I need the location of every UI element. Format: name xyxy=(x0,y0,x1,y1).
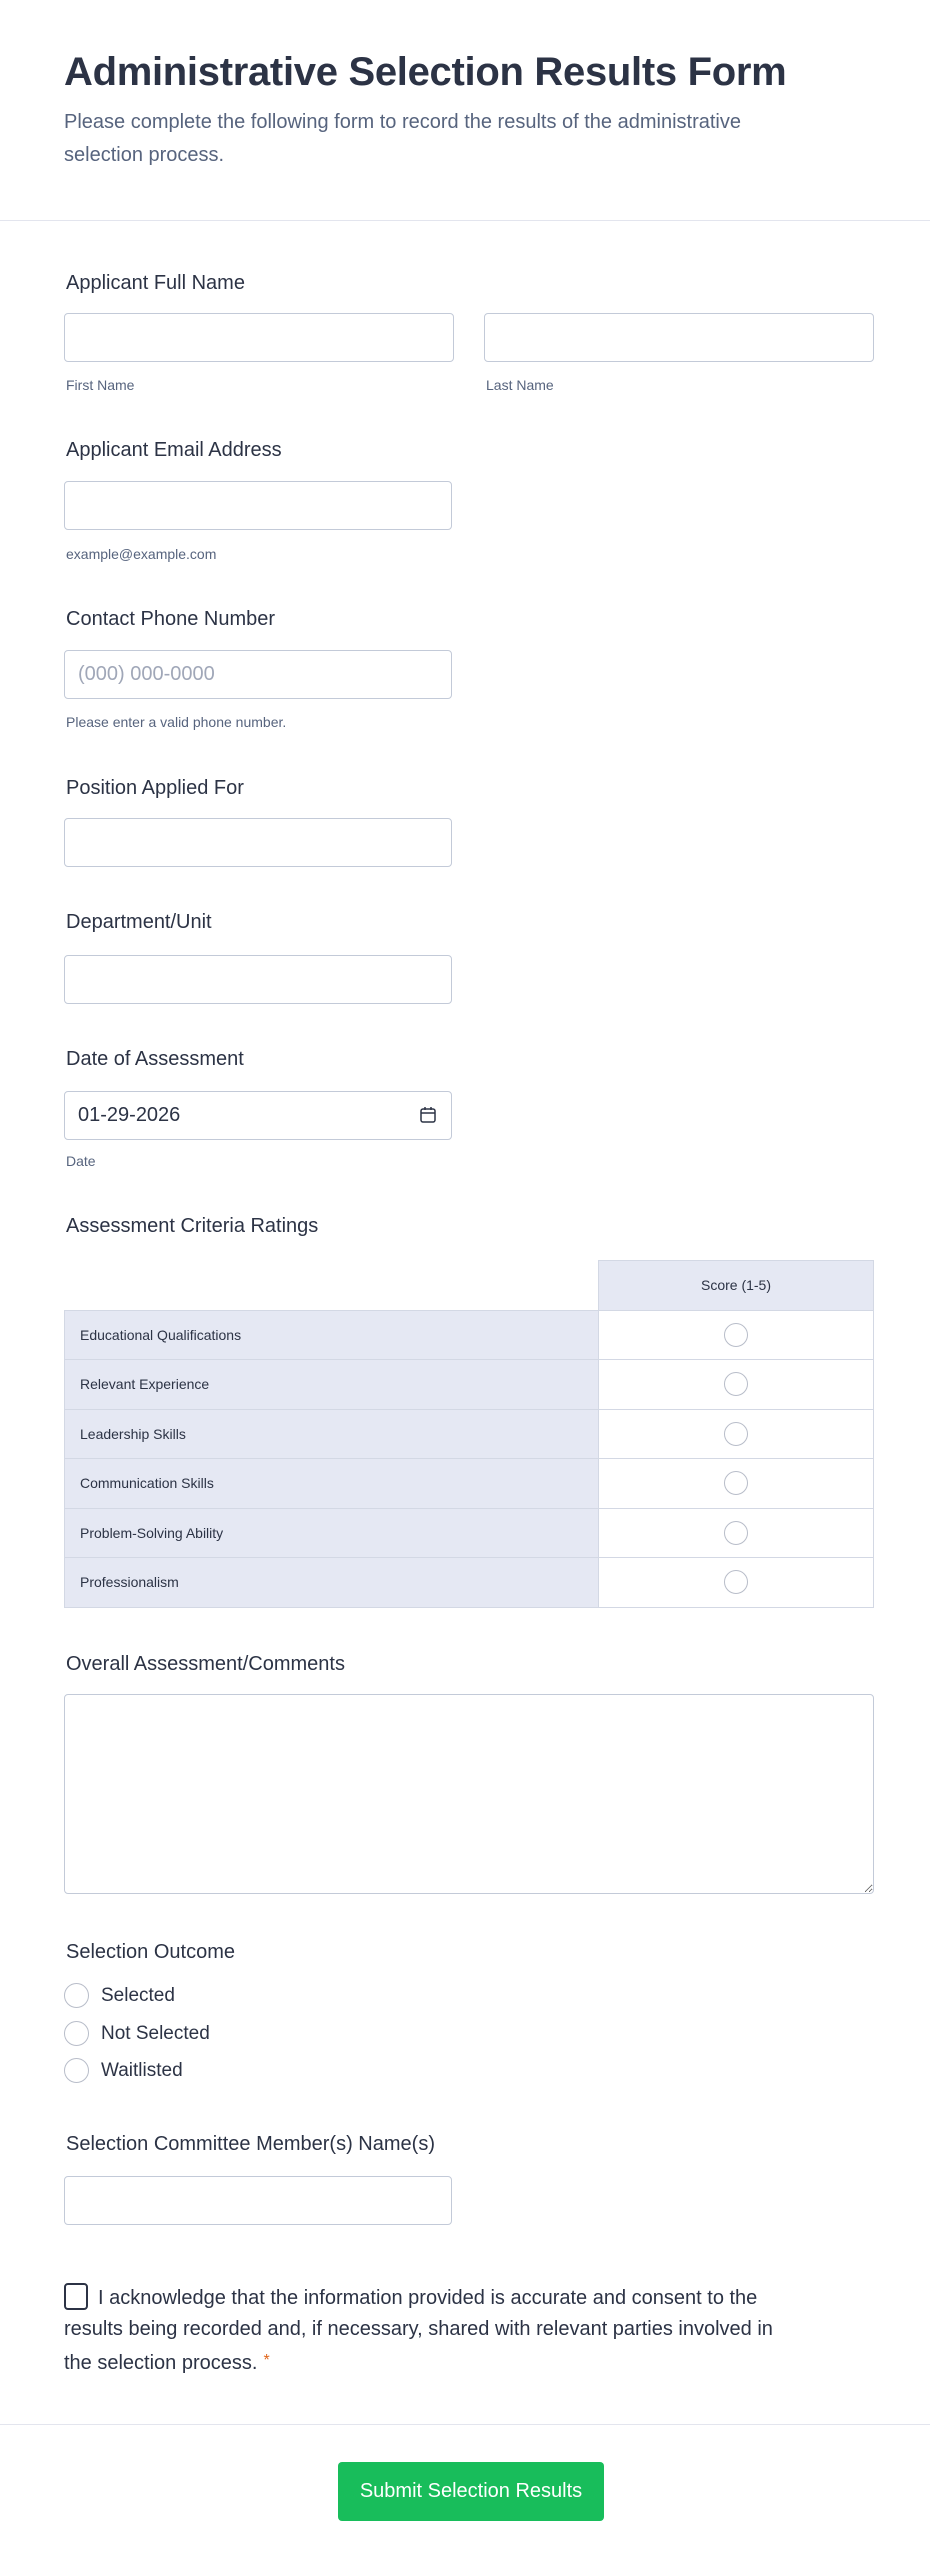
score-radio[interactable] xyxy=(724,1471,748,1495)
score-cell xyxy=(599,1360,874,1410)
matrix-row xyxy=(65,1459,874,1509)
outcome-label: Selection Outcome xyxy=(66,1941,235,1963)
email-label: Applicant Email Address xyxy=(66,439,282,461)
ratings-label: Assessment Criteria Ratings xyxy=(66,1215,319,1237)
matrix-corner xyxy=(65,1261,599,1311)
radio-button[interactable] xyxy=(64,1983,89,2008)
criterion-label: Problem-Solving Ability xyxy=(65,1508,599,1558)
calendar-icon[interactable] xyxy=(419,1106,437,1124)
score-cell xyxy=(599,1558,874,1608)
radio-button[interactable] xyxy=(64,2058,89,2083)
email-input[interactable] xyxy=(64,481,452,530)
department-input[interactable] xyxy=(64,955,452,1004)
option-label: Waitlisted xyxy=(101,2059,183,2081)
matrix-row xyxy=(65,1409,874,1459)
department-label: Department/Unit xyxy=(66,911,212,933)
page-title: Administrative Selection Results Form xyxy=(64,50,787,94)
date-label: Date of Assessment xyxy=(66,1048,244,1070)
matrix-row xyxy=(65,1508,874,1558)
phone-input[interactable]: (000) 000-0000 xyxy=(64,650,452,699)
criterion-label: Educational Qualifications xyxy=(65,1310,599,1360)
position-label: Position Applied For xyxy=(66,777,244,799)
score-cell xyxy=(599,1459,874,1509)
required-asterisk: * xyxy=(263,2352,270,2369)
header-divider xyxy=(0,220,930,221)
acknowledgement xyxy=(64,2283,804,2379)
first-name-sublabel: First Name xyxy=(66,377,135,393)
ratings-matrix xyxy=(64,1260,874,1608)
radio-button[interactable] xyxy=(64,2021,89,2046)
date-value: 01-29-2026 xyxy=(78,1104,181,1126)
committee-input[interactable] xyxy=(64,2176,452,2225)
matrix-row xyxy=(65,1310,874,1360)
score-cell xyxy=(599,1409,874,1459)
date-sublabel: Date xyxy=(66,1153,96,1169)
score-cell xyxy=(599,1508,874,1558)
submit-button[interactable]: Submit Selection Results xyxy=(338,2462,604,2521)
score-radio[interactable] xyxy=(724,1521,748,1545)
score-radio[interactable] xyxy=(724,1372,748,1396)
score-radio[interactable] xyxy=(724,1422,748,1446)
criterion-label: Relevant Experience xyxy=(65,1360,599,1410)
score-column-header: Score (1-5) xyxy=(599,1261,874,1311)
criterion-label: Communication Skills xyxy=(65,1459,599,1509)
option-label: Selected xyxy=(101,1984,175,2006)
phone-sublabel: Please enter a valid phone number. xyxy=(66,714,287,730)
comments-label: Overall Assessment/Comments xyxy=(66,1653,345,1675)
email-sublabel: example@example.com xyxy=(66,546,217,562)
date-input[interactable] xyxy=(64,1091,452,1140)
phone-label: Contact Phone Number xyxy=(66,608,276,630)
outcome-option-waitlisted[interactable] xyxy=(64,2058,183,2083)
committee-label: Selection Committee Member(s) Name(s) xyxy=(66,2133,435,2155)
criterion-label: Professionalism xyxy=(65,1558,599,1608)
score-radio[interactable] xyxy=(724,1570,748,1594)
last-name-sublabel: Last Name xyxy=(486,377,554,393)
score-radio[interactable] xyxy=(724,1323,748,1347)
position-input[interactable] xyxy=(64,818,452,867)
matrix-row xyxy=(65,1558,874,1608)
outcome-option-selected[interactable] xyxy=(64,1983,175,2008)
matrix-row xyxy=(65,1360,874,1410)
criterion-label: Leadership Skills xyxy=(65,1409,599,1459)
footer-divider xyxy=(0,2424,930,2425)
page-subtitle: Please complete the following form to record the results of the administrative selection process. xyxy=(64,111,741,166)
acknowledge-checkbox[interactable] xyxy=(64,2283,88,2310)
score-cell xyxy=(599,1310,874,1360)
comments-textarea[interactable] xyxy=(64,1694,874,1894)
outcome-option-not-selected[interactable] xyxy=(64,2021,210,2046)
acknowledge-text: I acknowledge that the information provided is accurate and consent to the results being recorded and, if necessary, shared with relevant parties involved in the selection process. xyxy=(64,2287,773,2374)
first-name-input[interactable] xyxy=(64,313,454,362)
option-label: Not Selected xyxy=(101,2022,210,2044)
full-name-label: Applicant Full Name xyxy=(66,272,245,294)
last-name-input[interactable] xyxy=(484,313,874,362)
